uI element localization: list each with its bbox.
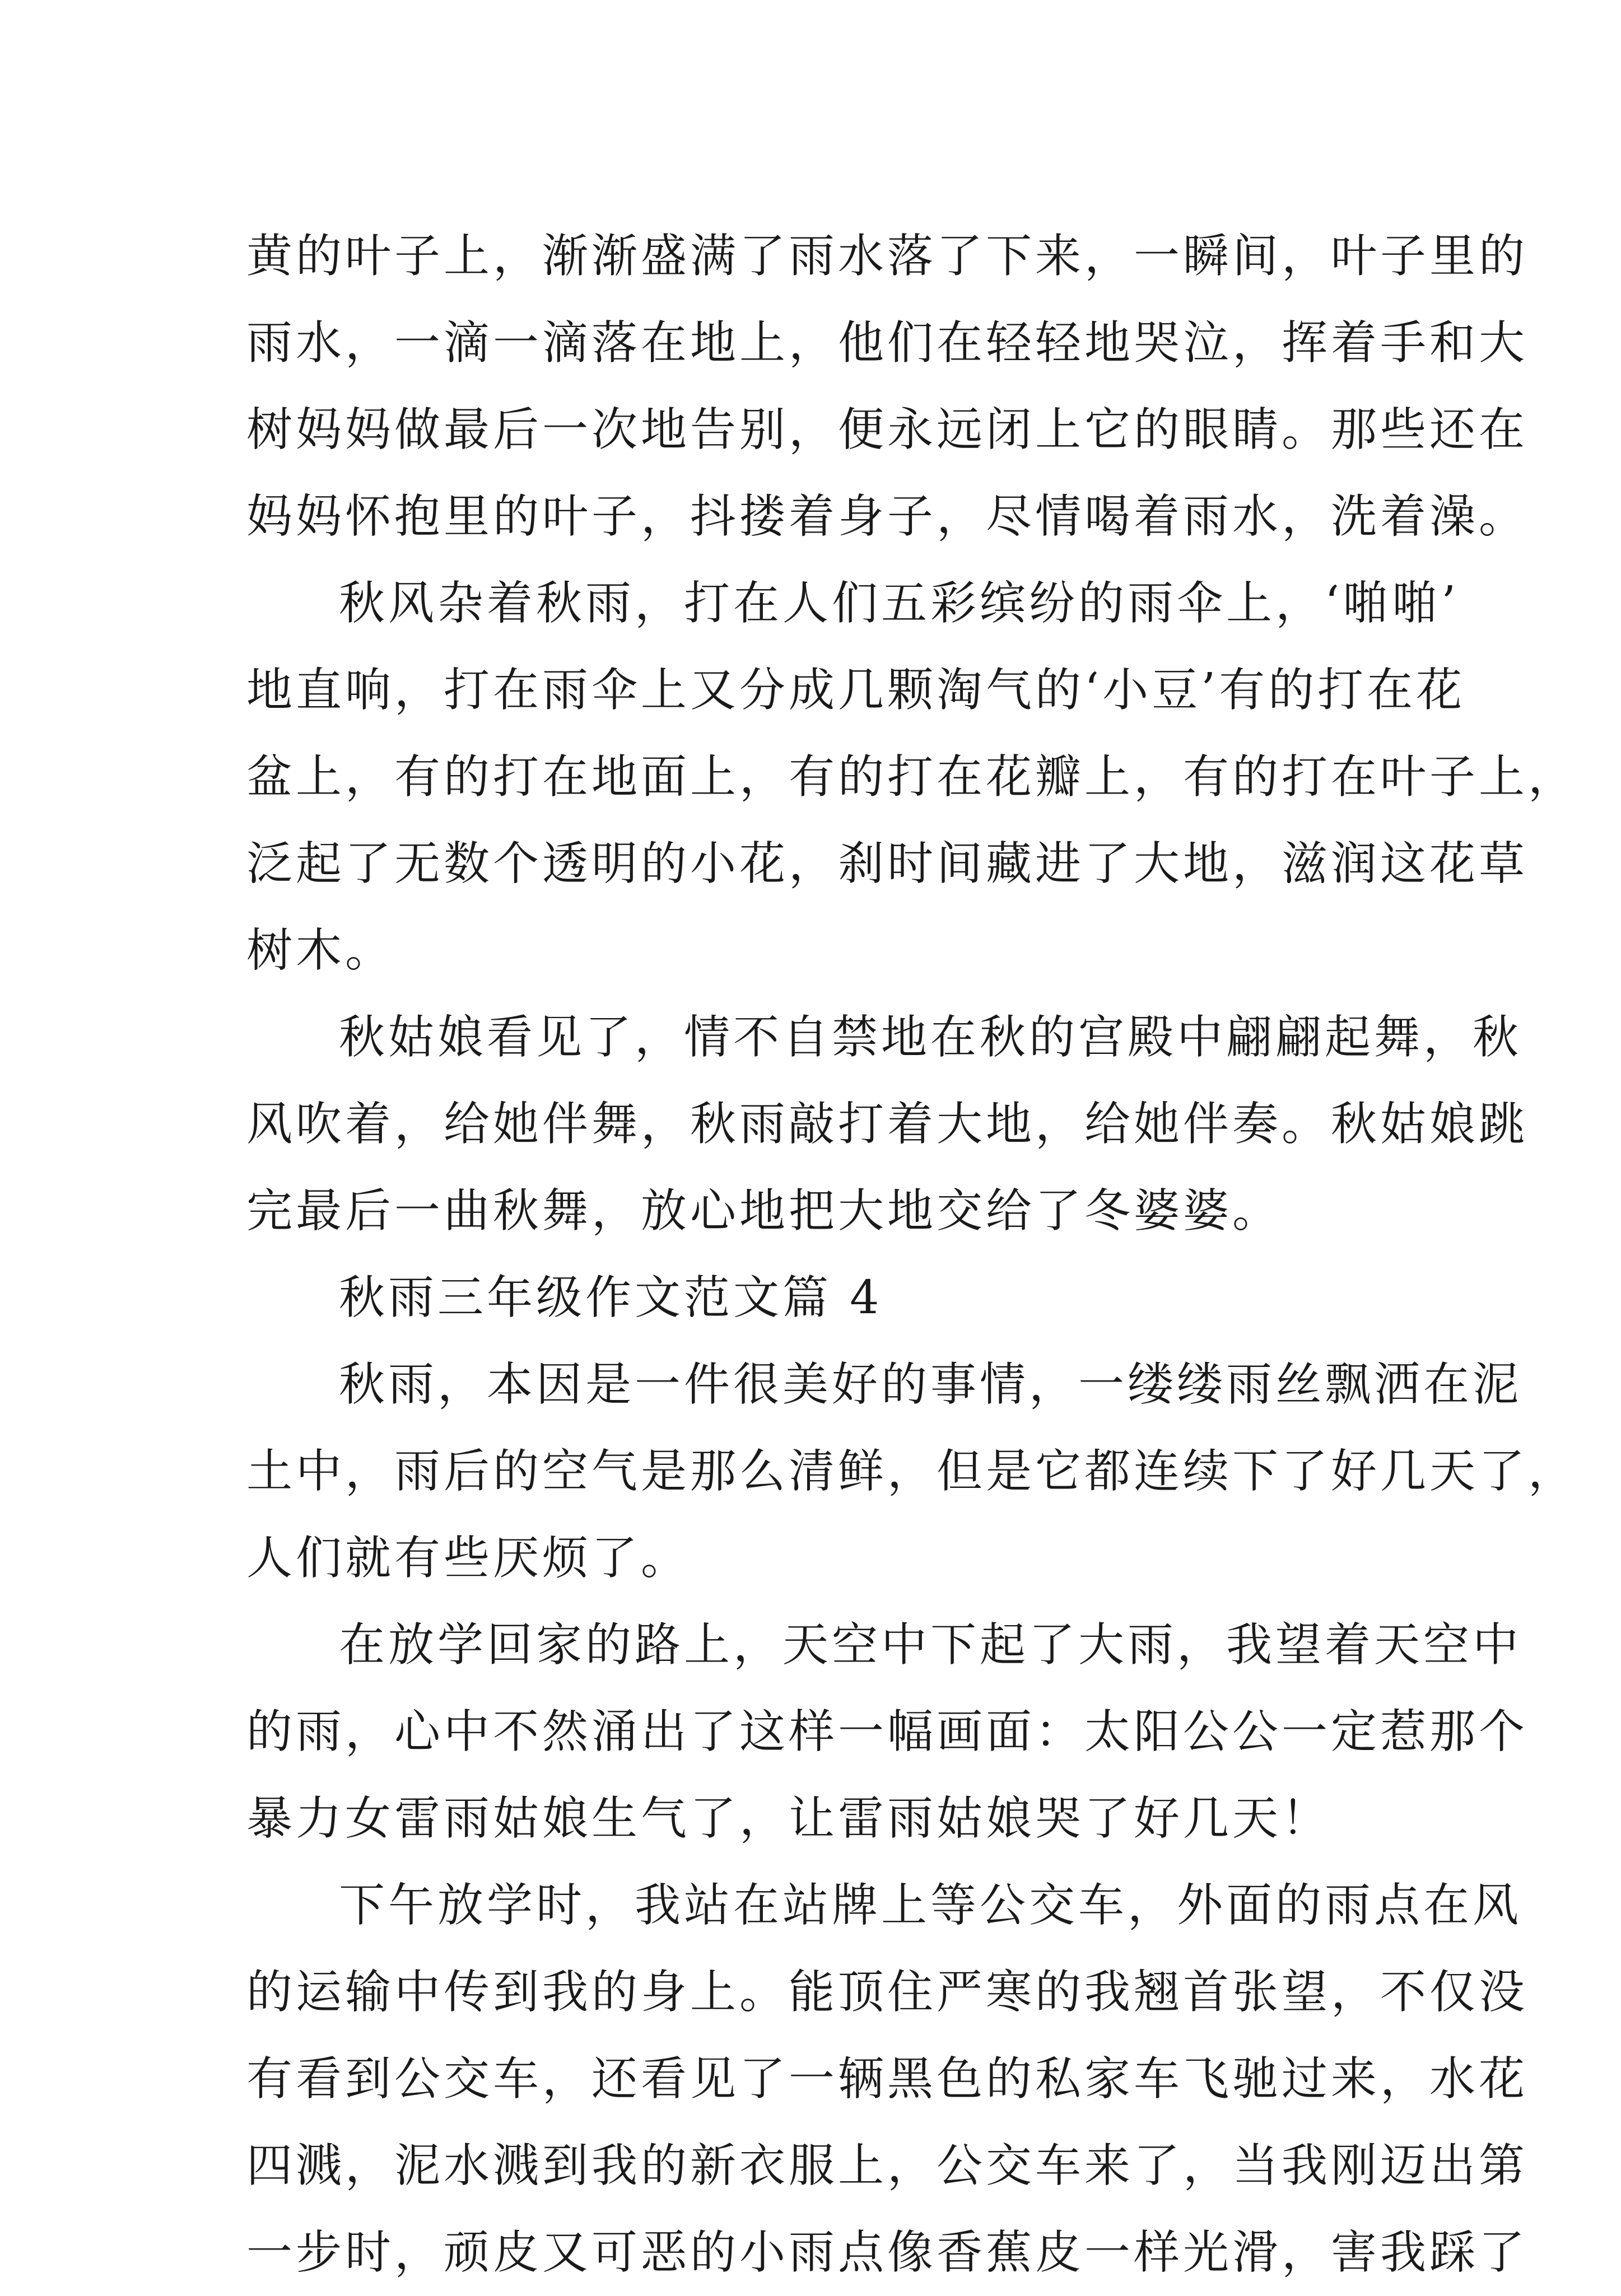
paragraph-first-line: 在放学回家的路上，天空中下起了大雨，我望着天空中 xyxy=(339,1618,1522,1672)
text-line: 人们就有些厌烦了。 xyxy=(246,1532,691,1585)
text-line: 有看到公交车，还看见了一辆黑色的私家车飞驰过来，水花 xyxy=(246,2052,1529,2106)
text-line: 泛起了无数个透明的小花，刹时间藏进了大地，滋润这花草 xyxy=(246,837,1529,890)
paragraph-first-line: 下午放学时，我站在站牌上等公交车，外面的雨点在风 xyxy=(339,1879,1522,1932)
text-line: 树妈妈做最后一次地告别，便永远闭上它的眼睛。那些还在 xyxy=(246,403,1529,456)
text-line: 一步时，顽皮又可恶的小雨点像香蕉皮一样光滑，害我踩了 xyxy=(246,2226,1529,2279)
text-line: 的雨，心中不然涌出了这样一幅画面：太阳公公一定惹那个 xyxy=(246,1705,1529,1758)
text-line: 暴力女雷雨姑娘生气了，让雷雨姑娘哭了好几天！ xyxy=(246,1792,1331,1845)
document-body xyxy=(246,213,1578,2296)
text-line: 雨水，一滴一滴落在地上，他们在轻轻地哭泣，挥着手和大 xyxy=(246,316,1529,370)
paragraph-first-line: 秋雨，本因是一件很美好的事情，一缕缕雨丝飘洒在泥 xyxy=(339,1358,1522,1411)
text-line: 完最后一曲秋舞，放心地把大地交给了冬婆婆。 xyxy=(246,1184,1282,1238)
text-line: 风吹着，给她伴舞，秋雨敲打着大地，给她伴奏。秋姑娘跳 xyxy=(246,1098,1529,1151)
text-line: 妈妈怀抱里的叶子，抖搂着身子，尽情喝着雨水，洗着澡。 xyxy=(246,490,1529,543)
section-heading: 秋雨三年级作文范文篇 4 xyxy=(339,1271,883,1324)
text-line: 地直响，打在雨伞上又分成几颗淘气的‘小豆’有的打在花 xyxy=(246,664,1466,717)
text-line: 树木。 xyxy=(246,924,395,977)
paragraph-first-line: 秋风杂着秋雨，打在人们五彩缤纷的雨伞上，‘啪啪’ xyxy=(339,577,1460,630)
text-line: 盆上，有的打在地面上，有的打在花瓣上，有的打在叶子上， xyxy=(246,750,1578,804)
paragraph-first-line: 秋姑娘看见了，情不自禁地在秋的宫殿中翩翩起舞，秋 xyxy=(339,1011,1522,1064)
text-line: 土中，雨后的空气是那么清鲜，但是它都连续下了好几天了， xyxy=(246,1445,1578,1498)
text-line: 的运输中传到我的身上。能顶住严寒的我翘首张望，不仅没 xyxy=(246,1966,1529,2019)
text-line: 黄的叶子上，渐渐盛满了雨水落了下来，一瞬间，叶子里的 xyxy=(246,230,1529,283)
text-line: 四溅，泥水溅到我的新衣服上，公交车来了，当我刚迈出第 xyxy=(246,2139,1529,2192)
